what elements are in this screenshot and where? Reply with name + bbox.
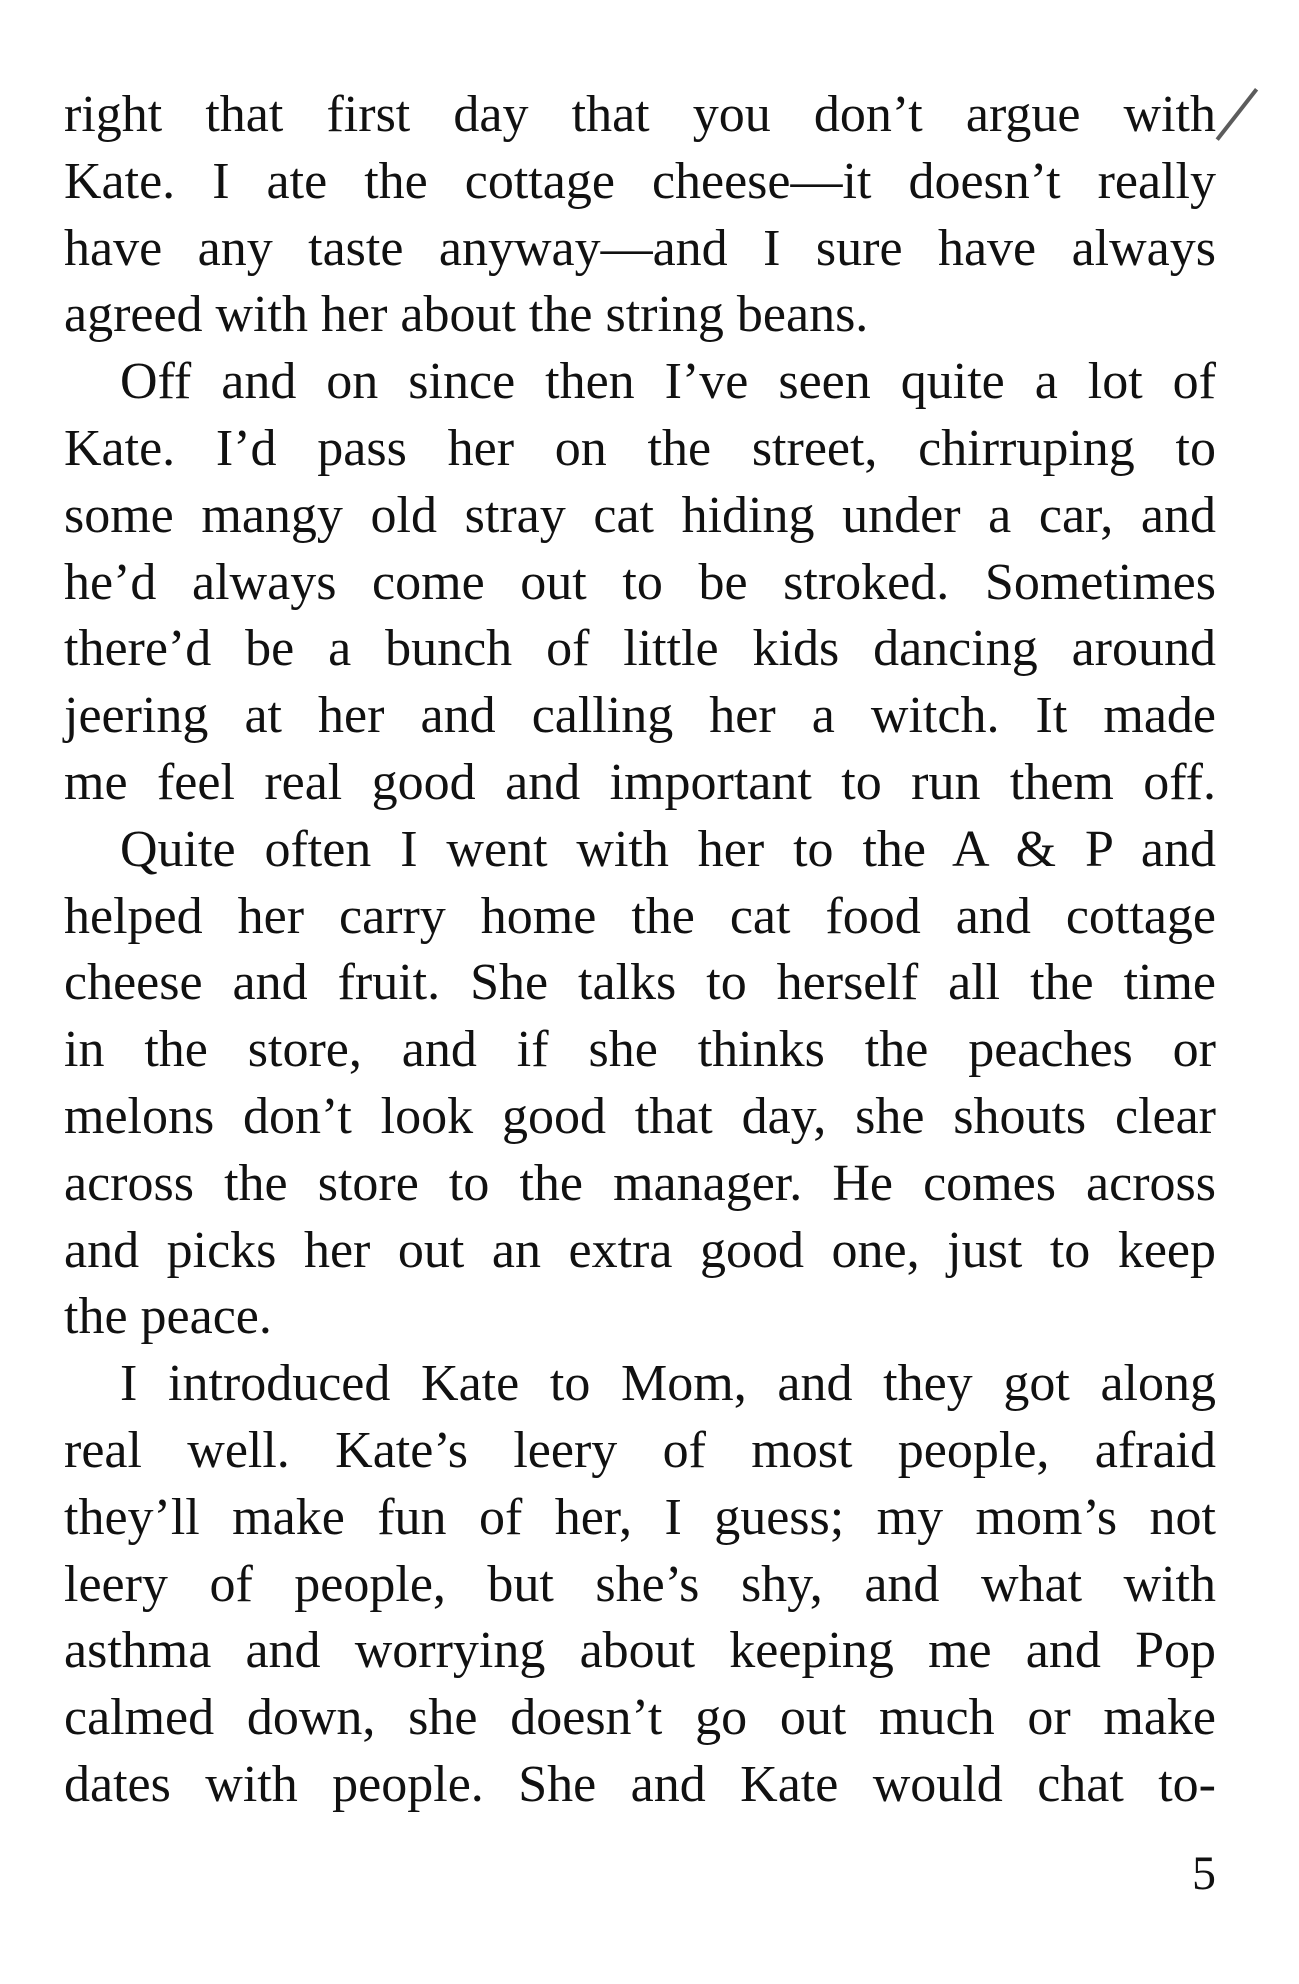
body-text xyxy=(64,82,1216,1819)
text-line: they’ll make fun of her, I guess; my mom’s not xyxy=(64,1488,1216,1546)
text-line: the peace. xyxy=(64,1288,272,1346)
text-line: across the store to the manager. He comes across xyxy=(64,1154,1216,1212)
text-line: real well. Kate’s leery of most people, afraid xyxy=(64,1421,1216,1479)
page-number: 5 xyxy=(1192,1847,1216,1900)
text-line: and picks her out an extra good one, just to keep xyxy=(64,1221,1216,1279)
text-line: dates with people. She and Kate would chat to- xyxy=(64,1755,1216,1813)
text-line: jeering at her and calling her a witch. It made xyxy=(64,687,1216,745)
text-line: I introduced Kate to Mom, and they got along xyxy=(120,1355,1216,1413)
text-line: melons don’t look good that day, she shouts clear xyxy=(64,1087,1216,1145)
pen-mark xyxy=(1216,88,1259,141)
text-line: leery of people, but she’s shy, and what with xyxy=(64,1555,1216,1613)
text-line: calmed down, she doesn’t go out much or make xyxy=(64,1689,1216,1747)
text-line: right that first day that you don’t argue with xyxy=(64,86,1216,143)
text-line: have any taste anyway—and I sure have always xyxy=(64,219,1216,277)
text-line: asthma and worrying about keeping me and Pop xyxy=(64,1622,1216,1680)
text-line: cheese and fruit. She talks to herself all the time xyxy=(64,954,1216,1012)
text-line: agreed with her about the string beans. xyxy=(64,286,869,344)
text-line: some mangy old stray cat hiding under a car, and xyxy=(64,486,1216,544)
text-line: he’d always come out to be stroked. Sometimes xyxy=(64,553,1216,611)
text-line: me feel real good and important to run them off. xyxy=(64,753,1216,811)
text-line: Off and on since then I’ve seen quite a lot of xyxy=(120,353,1216,411)
text-line: in the store, and if she thinks the peaches or xyxy=(64,1021,1216,1079)
text-line: Quite often I went with her to the A & P and xyxy=(120,820,1216,878)
text-line: there’d be a bunch of little kids dancing around xyxy=(64,620,1216,678)
text-line: Kate. I’d pass her on the street, chirruping to xyxy=(64,419,1216,477)
text-line: helped her carry home the cat food and cottage xyxy=(64,887,1216,945)
text-line: Kate. I ate the cottage cheese—it doesn’t really xyxy=(64,152,1216,210)
